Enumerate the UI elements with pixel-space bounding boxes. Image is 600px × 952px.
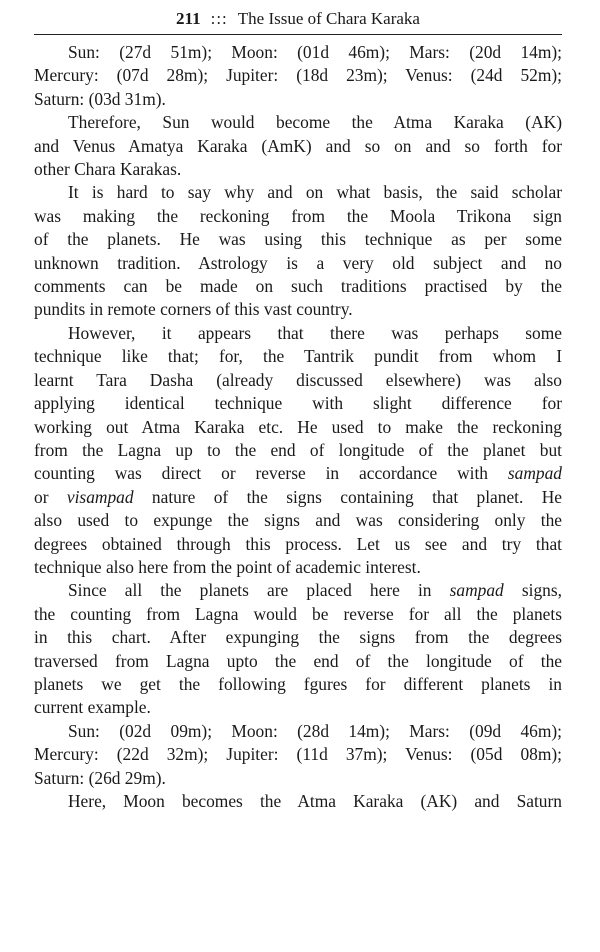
text-line: Mercury: (22d 32m); Jupiter: (11d 37m); Venus: (05d 08m); xyxy=(34,744,562,765)
header-separator: ::: xyxy=(210,9,228,28)
text-line: learnt Tara Dasha (already discussed elsewhere) was also xyxy=(34,369,562,390)
paragraph-however xyxy=(34,322,562,579)
text-line: Here, Moon becomes the Atma Karaka (AK) and Saturn xyxy=(68,791,562,811)
text-fragment: or xyxy=(34,486,49,507)
text-line: from the Lagna up to the end of longitude of the planet but xyxy=(34,439,562,460)
chapter-title: The Issue of Chara Karaka xyxy=(237,9,420,28)
text-line: and Venus Amatya Karaka (AmK) and so on and so forth for xyxy=(34,135,562,156)
text-line: Sun: (02d 09m); Moon: (28d 14m); Mars: (09d 46m); xyxy=(68,720,562,741)
text-line: Saturn: (26d 29m). xyxy=(34,767,166,788)
text-line: was making the reckoning from the Moola Trikona sign xyxy=(34,205,562,226)
text-line: Sun: (27d 51m); Moon: (01d 46m); Mars: (20d 14m); xyxy=(68,42,562,62)
page-number: 211 xyxy=(176,9,201,28)
text-line: comments can be made on such traditions practised by the xyxy=(34,276,562,297)
text-line-with-italic xyxy=(34,486,562,509)
text-line: It is hard to say why and on what basis, the said scholar xyxy=(68,182,562,203)
italic-term-sampad: sampad xyxy=(449,580,504,601)
text-line: However, it appears that there was perhaps some xyxy=(68,322,562,343)
text-line: traversed from Lagna upto the end of the longitude of the xyxy=(34,650,562,671)
paragraph-planet-degrees-1 xyxy=(34,41,562,111)
text-line: Saturn: (03d 31m). xyxy=(34,88,166,109)
text-fragment: nature of the signs containing that planet. He xyxy=(151,486,562,507)
text-line: technique like that; for, the Tantrik pundit from whom I xyxy=(34,346,562,367)
text-line-with-italic xyxy=(34,579,562,602)
text-line: Therefore, Sun would become the Atma Karaka (AK) xyxy=(68,112,562,133)
italic-term-visampad: visampad xyxy=(66,486,134,507)
text-line: of the planets. He was using this technique as per some xyxy=(34,229,562,250)
text-line: planets we get the following fgures for different planets in xyxy=(34,673,562,694)
text-line: other Chara Karakas. xyxy=(34,159,182,180)
italic-term-sampad: sampad xyxy=(507,463,562,484)
text-line: applying identical technique with slight difference for xyxy=(34,393,562,414)
text-fragment: signs, xyxy=(521,580,562,601)
text-line: degrees obtained through this process. Let us see and try that xyxy=(34,533,562,554)
text-line: pundits in remote corners of this vast country. xyxy=(34,299,353,320)
text-line: Mercury: (07d 28m); Jupiter: (18d 23m); Venus: (24d 52m); xyxy=(34,65,562,86)
paragraph-here-moon xyxy=(34,790,562,813)
text-line-with-italic xyxy=(34,462,562,485)
header-rule xyxy=(34,34,562,35)
text-line: unknown tradition. Astrology is a very old subject and no xyxy=(34,252,562,273)
text-fragment: counting was direct or reverse in accordance with xyxy=(34,463,488,484)
text-fragment: Since all the planets are placed here in xyxy=(68,580,432,601)
body-text xyxy=(34,41,562,813)
running-header xyxy=(34,0,562,34)
paragraph-since-all xyxy=(34,579,562,719)
text-line: the counting from Lagna would be reverse for all the planets xyxy=(34,603,562,624)
text-line: technique also here from the point of academic interest. xyxy=(34,556,421,577)
text-line: also used to expunge the signs and was considering only the xyxy=(34,510,562,531)
paragraph-therefore xyxy=(34,111,562,181)
text-line: current example. xyxy=(34,697,151,718)
text-line: in this chart. After expunging the signs from the degrees xyxy=(34,627,562,648)
paragraph-hard-to-say xyxy=(34,181,562,321)
paragraph-planet-degrees-2 xyxy=(34,720,562,790)
text-line: working out Atma Karaka etc. He used to make the reckoning xyxy=(34,416,562,437)
